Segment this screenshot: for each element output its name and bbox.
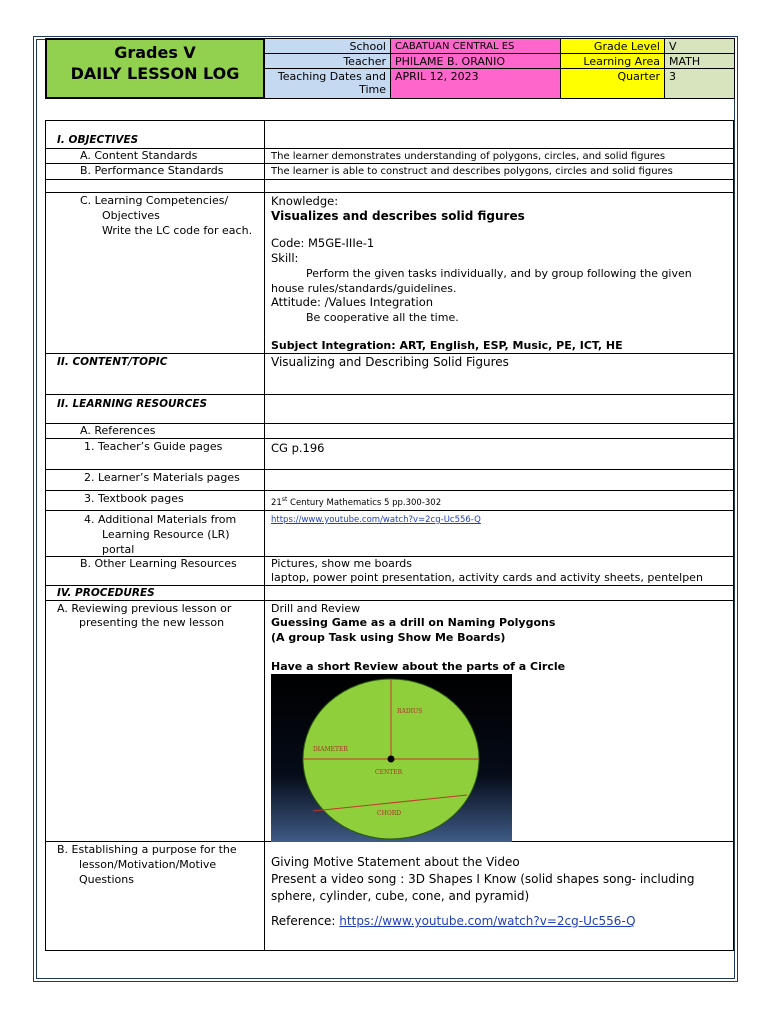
school-label: School (264, 38, 391, 54)
area-label: Learning Area (560, 53, 665, 69)
skill-label: Skill: (271, 251, 299, 265)
skill-line-1: Perform the given tasks individually, and by group following the given (306, 267, 692, 280)
other-resources-line-1: Pictures, show me boards (271, 557, 412, 570)
radius-label: RADIUS (397, 708, 423, 715)
row-line (45, 179, 734, 180)
title-line-1: Grades V (114, 43, 196, 62)
subject-integration: Subject Integration: ART, English, ESP, Music, PE, ICT, HE (271, 339, 623, 352)
attitude-label: Attitude: /Values Integration (271, 295, 434, 309)
knowledge-label: Knowledge: (271, 194, 339, 208)
proc-a-label-2: presenting the new lesson (79, 616, 225, 629)
additional-label-3: portal (102, 543, 135, 556)
performance-standards-label: B. Performance Standards (80, 164, 224, 177)
dates-label (264, 68, 391, 99)
column-divider (264, 120, 265, 951)
lc-code: Code: M5GE-IIIe-1 (271, 236, 375, 250)
quarter-label: Quarter (560, 68, 665, 99)
additional-materials-link[interactable]: https://www.youtube.com/watch?v=2cg-Uc556-Q (271, 515, 481, 525)
lc-label-2: Objectives (102, 209, 160, 222)
lc-label-3: Write the LC code for each. (102, 224, 253, 237)
row-line (45, 394, 734, 395)
attitude-value: Be cooperative all the time. (306, 311, 459, 324)
dates-value: APRIL 12, 2023 (390, 68, 561, 99)
circle-parts-image (271, 674, 512, 842)
proc-b-label-2: lesson/Motivation/Motive (79, 858, 217, 871)
content-value: Visualizing and Describing Solid Figures (271, 355, 509, 369)
school-value: CABATUAN CENTRAL ES (390, 38, 561, 54)
additional-label-1: 4. Additional Materials from (84, 513, 237, 526)
quarter-value: 3 (664, 68, 735, 99)
proc-b-reference (271, 914, 636, 929)
proc-b-label-3: Questions (79, 873, 134, 886)
tg-value: CG p.196 (271, 441, 325, 455)
teacher-value: PHILAME B. ORANIO (390, 53, 561, 69)
dates-label-1: Teaching Dates and (277, 70, 386, 83)
textbook-value-sup: st (281, 496, 288, 503)
resources-heading: II. LEARNING RESOURCES (57, 398, 208, 410)
dates-label-2: Time (359, 83, 386, 96)
proc-a-line-4: Have a short Review about the parts of a Circle (271, 660, 566, 673)
proc-b-line-3: sphere, cylinder, cube, cone, and pyramid) (271, 889, 530, 903)
textbook-value-pre: 21 (271, 497, 282, 508)
references-label: A. References (80, 424, 156, 437)
area-value: MATH (664, 53, 735, 69)
teacher-label: Teacher (264, 53, 391, 69)
row-line (45, 192, 734, 193)
proc-a-line-2: Guessing Game as a drill on Naming Polygons (271, 616, 556, 629)
reference-label: Reference: (271, 914, 340, 928)
diameter-label: DIAMETER (313, 746, 348, 753)
proc-a-label-1: A. Reviewing previous lesson or (57, 602, 232, 615)
row-line (45, 353, 734, 354)
content-heading: II. CONTENT/TOPIC (57, 356, 168, 368)
center-point (388, 756, 395, 763)
proc-b-line-2: Present a video song : 3D Shapes I Know (solid shapes song- including (271, 872, 695, 886)
lc-label-1: C. Learning Competencies/ (80, 194, 229, 207)
proc-a-line-1: Drill and Review (271, 602, 361, 615)
objectives-heading: I. OBJECTIVES (57, 134, 139, 146)
skill-line-2: house rules/standards/guidelines. (271, 282, 457, 295)
lm-label: 2. Learner’s Materials pages (84, 471, 240, 484)
procedures-heading: IV. PROCEDURES (57, 587, 155, 599)
center-label: CENTER (375, 769, 403, 776)
other-resources-label: B. Other Learning Resources (80, 557, 237, 570)
textbook-value (271, 493, 441, 510)
grade-label: Grade Level (560, 38, 665, 54)
textbook-value-post: Century Mathematics 5 pp.300-302 (287, 497, 442, 508)
grade-value: V (664, 38, 735, 54)
textbook-label: 3. Textbook pages (84, 492, 184, 505)
tg-label: 1. Teacher’s Guide pages (84, 440, 223, 453)
content-standards-value: The learner demonstrates understanding of polygons, circles, and solid figures (271, 151, 666, 162)
knowledge-value: Visualizes and describes solid figures (271, 209, 525, 223)
content-standards-label: A. Content Standards (80, 149, 198, 162)
performance-standards-value: The learner is able to construct and describes polygons, circles and solid figures (271, 166, 673, 177)
title-box (45, 38, 265, 99)
reference-link[interactable]: https://www.youtube.com/watch?v=2cg-Uc556-Q (339, 914, 636, 928)
additional-label-2: Learning Resource (LR) (102, 528, 230, 541)
row-line (45, 490, 734, 491)
proc-a-line-3: (A group Task using Show Me Boards) (271, 631, 506, 644)
proc-b-label-1: B. Establishing a purpose for the (57, 843, 237, 856)
row-line (45, 510, 734, 511)
title-line-2: DAILY LESSON LOG (70, 64, 240, 83)
other-resources-line-2: laptop, power point presentation, activity cards and activity sheets, pentelpen (271, 571, 703, 584)
chord-label: CHORD (377, 810, 402, 817)
row-line (45, 469, 734, 470)
row-line (45, 600, 734, 601)
proc-b-line-1: Giving Motive Statement about the Video (271, 855, 520, 869)
row-line (45, 438, 734, 439)
